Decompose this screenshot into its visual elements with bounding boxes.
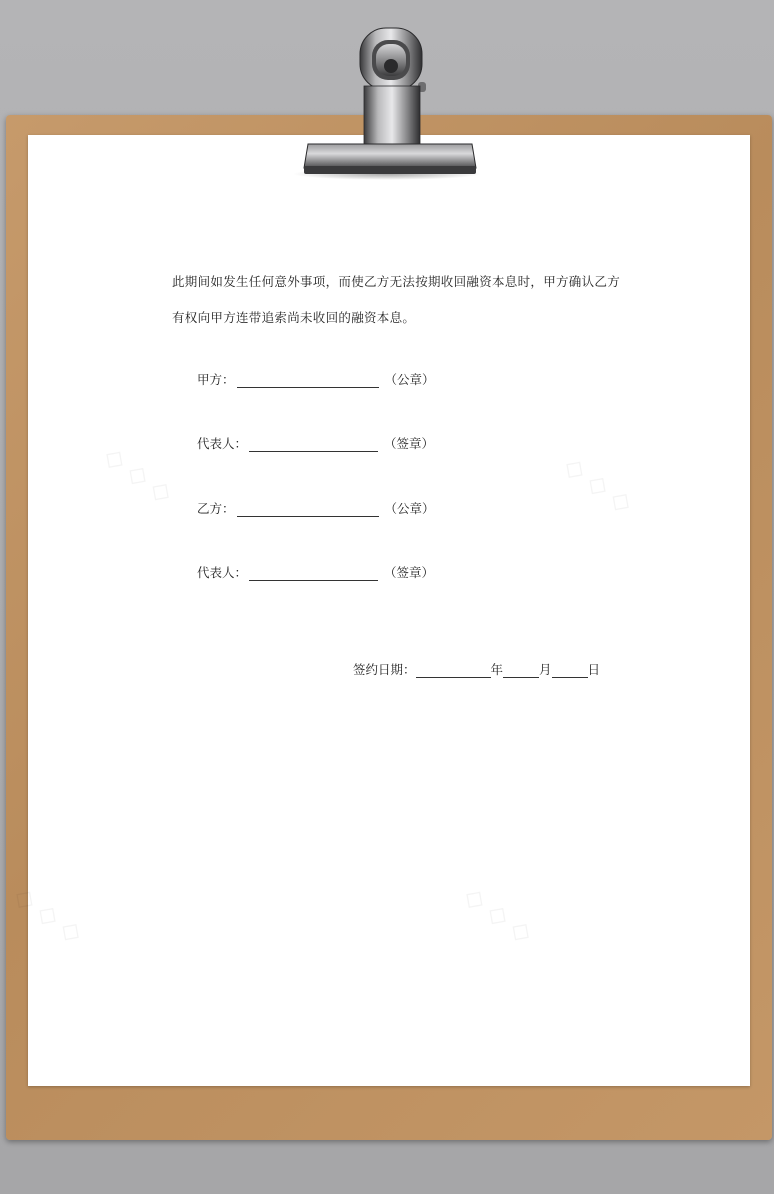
paragraph-line: 有权向甲方连带追索尚未收回的融资本息。	[172, 310, 416, 325]
date-label: 签约日期：	[353, 662, 416, 677]
seal-note: （签章）	[384, 565, 435, 580]
signature-label: 乙方：	[197, 501, 235, 516]
contract-paragraph	[172, 270, 621, 342]
binder-clip-icon	[300, 26, 480, 178]
signature-line[interactable]	[249, 437, 378, 452]
signature-line[interactable]	[237, 373, 379, 388]
signature-row-party-a	[197, 368, 435, 388]
year-label: 年	[490, 662, 504, 677]
signature-row-representative-a	[197, 432, 434, 452]
year-blank[interactable]	[416, 663, 491, 678]
signature-row-representative-b	[197, 561, 434, 581]
seal-note: （公章）	[384, 501, 435, 516]
signature-label: 代表人：	[197, 565, 248, 580]
day-label: 日	[587, 662, 601, 677]
signature-label: 甲方：	[197, 372, 235, 387]
month-blank[interactable]	[503, 663, 539, 678]
signature-line[interactable]	[249, 566, 378, 581]
month-label: 月	[539, 662, 552, 677]
signature-label: 代表人：	[197, 436, 248, 451]
signing-date-row	[353, 658, 600, 678]
signature-line[interactable]	[237, 502, 379, 517]
paragraph-line: 此期间如发生任何意外事项，而使乙方无法按期收回融资本息时，甲方确认乙方	[172, 274, 621, 289]
seal-note: （公章）	[384, 372, 435, 387]
signature-row-party-b	[197, 497, 435, 517]
seal-note: （签章）	[384, 436, 435, 451]
day-blank[interactable]	[552, 663, 588, 678]
